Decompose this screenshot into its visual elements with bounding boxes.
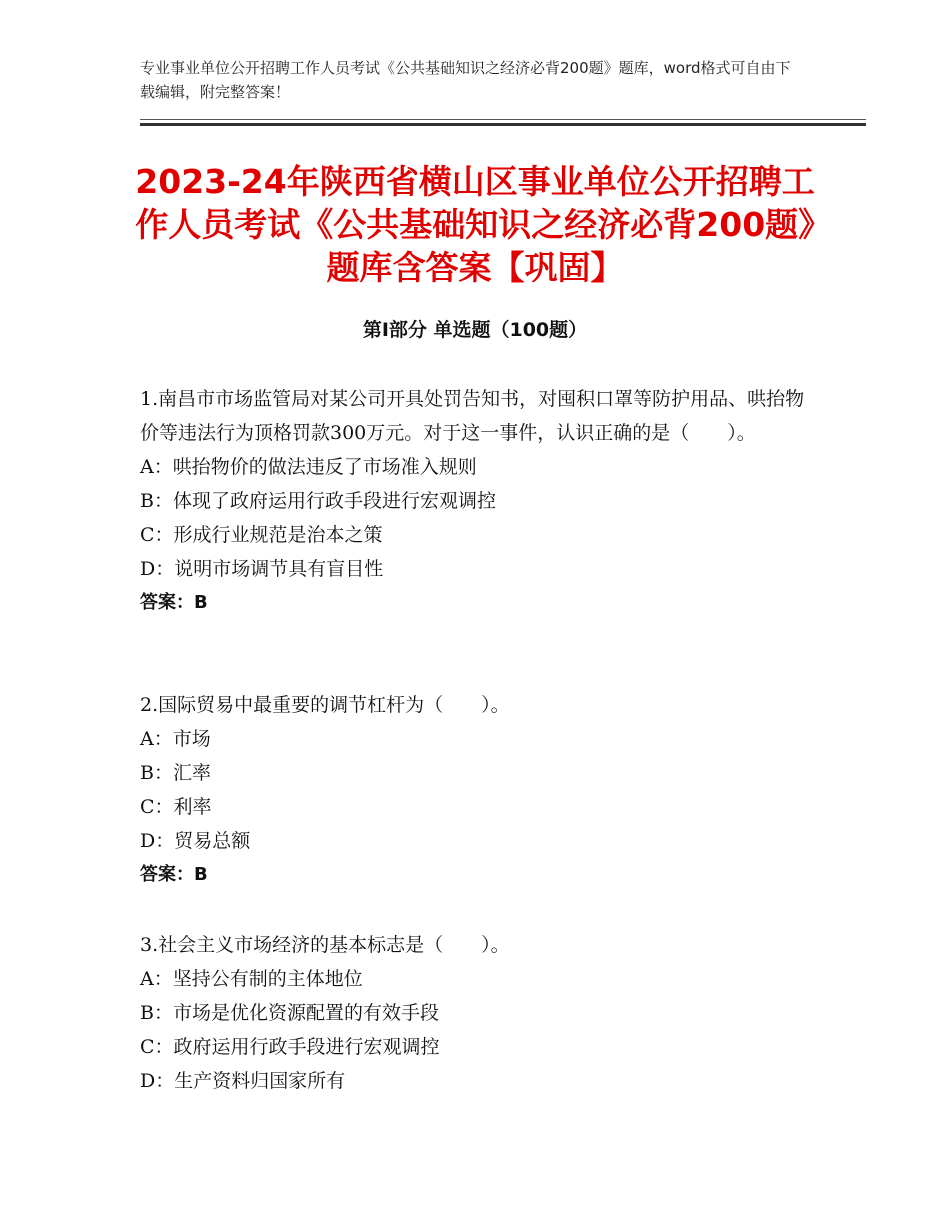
header-divider-thin <box>140 119 866 120</box>
option-b: B：市场是优化资源配置的有效手段 <box>140 1002 439 1024</box>
header-note: 专业事业单位公开招聘工作人员考试《公共基础知识之经济必背200题》题库，word格式可自由下载编辑，附完整答案！ <box>140 59 791 101</box>
option-a: A：市场 <box>140 728 211 750</box>
document-title: 2023-24年陕西省横山区事业单位公开招聘工作人员考试《公共基础知识之经济必背200题》题库含答案【巩固】 <box>135 162 815 287</box>
question-stem: 2.国际贸易中最重要的调节杠杆为（ ）。 <box>140 694 510 716</box>
option-d: D：说明市场调节具有盲目性 <box>140 558 384 580</box>
section-heading: 第I部分 单选题（100题） <box>362 319 588 341</box>
option-c: C：利率 <box>140 796 212 818</box>
question-stem: 3.社会主义市场经济的基本标志是（ ）。 <box>140 934 510 956</box>
option-c: C：形成行业规范是治本之策 <box>140 524 383 546</box>
answer: 答案：B <box>140 592 208 613</box>
option-b: B：汇率 <box>140 762 211 784</box>
option-b: B：体现了政府运用行政手段进行宏观调控 <box>140 490 496 512</box>
question-stem: 1.南昌市市场监管局对某公司开具处罚告知书，对囤积口罩等防护用品、哄抬物价等违法行为顶格罚款300万元。对于这一事件，认识正确的是（ ）。 <box>140 388 805 444</box>
header-divider-thick <box>140 123 866 126</box>
question-2 <box>140 688 810 892</box>
option-c: C：政府运用行政手段进行宏观调控 <box>140 1036 440 1058</box>
option-d: D：生产资料归国家所有 <box>140 1070 346 1092</box>
option-d: D：贸易总额 <box>140 830 251 852</box>
question-1 <box>140 382 810 620</box>
question-3 <box>140 928 810 1098</box>
option-a: A：坚持公有制的主体地位 <box>140 968 363 990</box>
answer: 答案：B <box>140 864 208 885</box>
option-a: A：哄抬物价的做法违反了市场准入规则 <box>140 456 477 478</box>
